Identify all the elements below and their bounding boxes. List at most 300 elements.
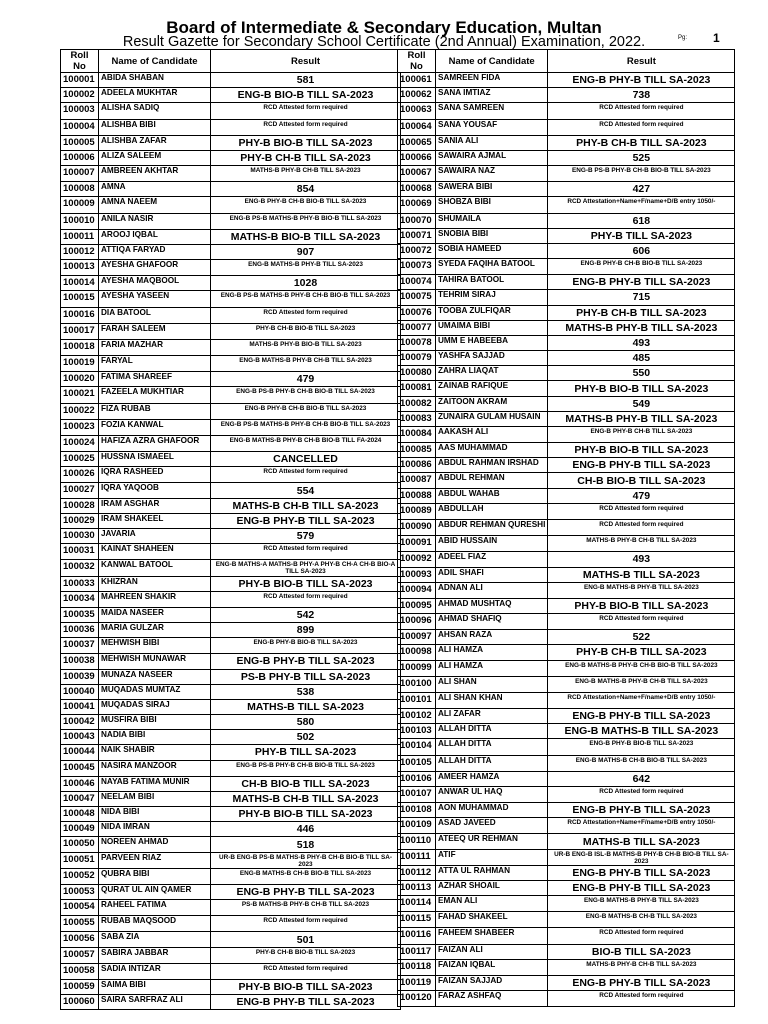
roll-no-cell: 100075 [398, 290, 436, 305]
roll-no-cell: 100006 [61, 150, 99, 165]
candidate-name-cell: NIDA BIBI [99, 807, 211, 822]
roll-no-cell: 100014 [61, 276, 99, 291]
roll-no-cell: 100065 [398, 135, 436, 150]
candidate-name-cell: AMEER HAMZA [436, 771, 548, 786]
roll-no-cell: 100015 [61, 291, 99, 307]
roll-no-cell: 100009 [61, 197, 99, 213]
table-row [398, 443, 735, 458]
candidate-name-cell: ABDUL REHMAN [436, 473, 548, 488]
candidate-name-cell: FAZEELA MUKHTIAR [99, 387, 211, 403]
roll-no-cell: 100010 [61, 213, 99, 229]
roll-no-cell: 100037 [61, 638, 99, 654]
table-row [61, 197, 401, 213]
result-cell: ENG-B PHY-B TILL SA-2023 [548, 865, 735, 880]
candidate-name-cell: FAHAD SHAKEEL [436, 912, 548, 928]
table-row [61, 576, 401, 591]
result-cell: RCD Attested form required [548, 786, 735, 802]
candidate-name-cell: ALI HAMZA [436, 645, 548, 660]
candidate-name-cell: SADIA INTIZAR [99, 963, 211, 979]
candidate-name-cell: SHOBZA BIBI [436, 197, 548, 213]
table-row [61, 591, 401, 607]
candidate-name-cell: AHSAN RAZA [436, 630, 548, 645]
roll-no-cell: 100024 [61, 435, 99, 451]
result-cell: MATHS-B PHY-B TILL SA-2023 [548, 411, 735, 426]
roll-no-cell: 100119 [398, 975, 436, 990]
candidate-name-cell: AAS MUHAMMAD [436, 443, 548, 458]
roll-no-cell: 100116 [398, 928, 436, 944]
table-row [61, 135, 401, 150]
candidate-name-cell: KHIZRAN [99, 576, 211, 591]
candidate-name-cell: KANWAL BATOOL [99, 560, 211, 576]
roll-no-cell: 100067 [398, 166, 436, 182]
result-cell: RCD Attested form required [211, 591, 401, 607]
result-cell: BIO-B TILL SA-2023 [548, 944, 735, 959]
candidate-name-cell: IRAM SHAKEEL [99, 513, 211, 528]
candidate-name-cell: AYESHA GHAFOOR [99, 260, 211, 276]
candidate-name-cell: AROOJ IQBAL [99, 229, 211, 244]
result-cell: RCD Attested form required [211, 916, 401, 932]
candidate-name-cell: HUSSNA ISMAEEL [99, 452, 211, 467]
candidate-name-cell: ABIDA SHABAN [99, 73, 211, 88]
roll-no-cell: 100061 [398, 73, 436, 88]
table-row [61, 467, 401, 483]
result-cell: ENG-B MATHS-B PHY-B CH-B TILL SA-2023 [211, 356, 401, 372]
roll-no-cell: 100108 [398, 803, 436, 818]
result-cell: MATHS-B TILL SA-2023 [548, 834, 735, 849]
table-row [61, 791, 401, 806]
roll-no-cell: 100054 [61, 900, 99, 916]
candidate-name-cell: ALLAH DITTA [436, 755, 548, 771]
result-cell: 502 [211, 730, 401, 745]
result-cell: ENG-B MATHS-A MATHS-B PHY-A PHY-B CH-A CH-B BIO-A TILL SA-2023 [211, 560, 401, 576]
result-cell: ENG-B MATHS-B PHY-B CH-B BIO-B TILL FA-2024 [211, 435, 401, 451]
table-row [61, 244, 401, 259]
result-cell: 427 [548, 182, 735, 197]
result-cell: 606 [548, 243, 735, 258]
result-cell: ENG-B PS-B MATHS-B PHY-B CH-B BIO-B TILL SA-2023 [211, 419, 401, 435]
candidate-name-cell: NADIA BIBI [99, 730, 211, 745]
table-row [398, 849, 735, 865]
candidate-name-cell: ALIZA SALEEM [99, 150, 211, 165]
result-cell: PHY-B BIO-B TILL SA-2023 [548, 381, 735, 396]
result-cell: RCD Attested form required [548, 928, 735, 944]
table-row [61, 699, 401, 714]
candidate-name-cell: MUNAZA NASEER [99, 669, 211, 684]
table-row [61, 776, 401, 791]
candidate-name-cell: SAIMA BIBI [99, 979, 211, 994]
candidate-name-cell: KAINAT SHAHEEN [99, 544, 211, 560]
table-row [398, 320, 735, 335]
page-subtitle: Result Gazette for Secondary School Certificate (2nd Annual) Examination, 2022. [122, 34, 646, 50]
table-row [61, 182, 401, 197]
result-cell: MATHS-B PHY-B BIO-B TILL SA-2023 [211, 339, 401, 355]
table-row [398, 103, 735, 119]
result-cell: ENG-B PHY-B TILL SA-2023 [548, 880, 735, 895]
candidate-name-cell: SAWAIRA AJMAL [436, 150, 548, 165]
result-cell: MATHS-B CH-B TILL SA-2023 [211, 791, 401, 806]
roll-no-cell: 100051 [61, 852, 99, 868]
table-row [398, 503, 735, 519]
result-cell: PHY-B BIO-B TILL SA-2023 [211, 135, 401, 150]
roll-no-cell: 100064 [398, 119, 436, 135]
column-header-result: Result [211, 50, 401, 73]
candidate-name-cell: FAIZAN IQBAL [436, 959, 548, 975]
candidate-name-cell: ALISHBA ZAFAR [99, 135, 211, 150]
result-cell: ENG-B PHY-B TILL SA-2023 [548, 275, 735, 290]
table-row [398, 724, 735, 739]
result-cell: UR-B ENG-B PS-B MATHS-B PHY-B CH-B BIO-B TILL SA-2023 [211, 852, 401, 868]
table-row [61, 528, 401, 543]
result-cell: ENG-B PHY-B CH-B BIO-B TILL SA-2023 [211, 403, 401, 419]
table-row [398, 351, 735, 366]
candidate-name-cell: ADEEL FIAZ [436, 552, 548, 567]
table-row [398, 335, 735, 350]
candidate-name-cell: SANA YOUSAF [436, 119, 548, 135]
roll-no-cell: 100118 [398, 959, 436, 975]
table-row [398, 243, 735, 258]
table-row [61, 868, 401, 884]
candidate-name-cell: ANILA NASIR [99, 213, 211, 229]
result-cell: PHY-B BIO-B TILL SA-2023 [211, 807, 401, 822]
table-row [398, 488, 735, 503]
table-row [398, 959, 735, 975]
result-cell: ENG-B PS-B PHY-B CH-B BIO-B TILL SA-2023 [548, 166, 735, 182]
candidate-name-cell: QURAT UL AIN QAMER [99, 884, 211, 899]
table-row [61, 276, 401, 291]
result-cell: MATHS-B TILL SA-2023 [211, 699, 401, 714]
result-cell: PHY-B CH-B BIO-B TILL SA-2023 [211, 947, 401, 963]
result-cell: ENG-B MATHS-B PHY-B CH-B TILL SA-2023 [548, 676, 735, 692]
roll-no-cell: 100068 [398, 182, 436, 197]
candidate-name-cell: SAWERA BIBI [436, 182, 548, 197]
roll-no-cell: 100043 [61, 730, 99, 745]
table-row [398, 426, 735, 442]
roll-no-cell: 100031 [61, 544, 99, 560]
candidate-name-cell: FARAZ ASHFAQ [436, 991, 548, 1007]
roll-no-cell: 100019 [61, 356, 99, 372]
table-row [398, 381, 735, 396]
candidate-name-cell: FOZIA KANWAL [99, 419, 211, 435]
result-cell: ENG-B MATHS-B CH-B TILL SA-2023 [548, 912, 735, 928]
table-row [61, 419, 401, 435]
roll-no-cell: 100013 [61, 260, 99, 276]
candidate-name-cell: IQRA RASHEED [99, 467, 211, 483]
roll-no-cell: 100105 [398, 755, 436, 771]
roll-no-cell: 100081 [398, 381, 436, 396]
roll-no-cell: 100011 [61, 229, 99, 244]
result-cell: 715 [548, 290, 735, 305]
table-row [398, 228, 735, 243]
roll-no-cell: 100035 [61, 607, 99, 622]
table-row [61, 119, 401, 135]
candidate-name-cell: RAHEEL FATIMA [99, 900, 211, 916]
roll-no-cell: 100066 [398, 150, 436, 165]
result-cell: ENG-B PHY-B TILL SA-2023 [211, 995, 401, 1010]
column-header-name: Name of Candidate [436, 50, 548, 73]
roll-no-cell: 100047 [61, 791, 99, 806]
table-row [398, 182, 735, 197]
table-row [398, 197, 735, 213]
table-row [61, 513, 401, 528]
result-cell: 501 [211, 932, 401, 947]
table-row [61, 483, 401, 498]
roll-no-cell: 100083 [398, 411, 436, 426]
table-row [398, 975, 735, 990]
candidate-name-cell: SNOBIA BIBI [436, 228, 548, 243]
result-cell: RCD Attested form required [548, 614, 735, 630]
table-row [398, 739, 735, 755]
result-cell: 550 [548, 366, 735, 381]
candidate-name-cell: ANWAR UL HAQ [436, 786, 548, 802]
result-cell: ENG-B PHY-B CH-B BIO-B TILL SA-2023 [548, 259, 735, 275]
candidate-name-cell: UMM E HABEEBA [436, 335, 548, 350]
candidate-name-cell: SYEDA FAQIHA BATOOL [436, 259, 548, 275]
result-cell: PHY-B CH-B TILL SA-2023 [211, 150, 401, 165]
table-row [61, 260, 401, 276]
table-row [398, 536, 735, 552]
result-cell: 485 [548, 351, 735, 366]
roll-no-cell: 100084 [398, 426, 436, 442]
table-row [398, 645, 735, 660]
table-row [61, 150, 401, 165]
table-row [61, 932, 401, 947]
result-cell: CANCELLED [211, 452, 401, 467]
table-row [61, 715, 401, 730]
candidate-name-cell: NEELAM BIBI [99, 791, 211, 806]
table-row [61, 291, 401, 307]
result-cell: ENG-B PS-B MATHS-B PHY-B BIO-B TILL SA-2023 [211, 213, 401, 229]
candidate-name-cell: ALI SHAN KHAN [436, 692, 548, 708]
candidate-name-cell: ZAHRA LIAQAT [436, 366, 548, 381]
table-row [398, 259, 735, 275]
roll-no-cell: 100032 [61, 560, 99, 576]
roll-no-cell: 100059 [61, 979, 99, 994]
results-table-left [60, 49, 401, 1010]
candidate-name-cell: AHMAD SHAFIQ [436, 614, 548, 630]
roll-no-cell: 100003 [61, 103, 99, 119]
table-row [61, 560, 401, 576]
result-cell: ENG-B MATHS-B PHY-B TILL SA-2023 [548, 582, 735, 598]
roll-no-cell: 100044 [61, 745, 99, 760]
candidate-name-cell: ZAINAB RAFIQUE [436, 381, 548, 396]
table-row [61, 452, 401, 467]
result-cell: RCD Attestation+Name+F/name+D/B entry 1050/- [548, 818, 735, 834]
roll-no-cell: 100117 [398, 944, 436, 959]
result-cell: RCD Attested form required [548, 503, 735, 519]
table-header-row [61, 50, 401, 73]
candidate-name-cell: ALISHBA BIBI [99, 119, 211, 135]
candidate-name-cell: ABDUR REHMAN QURESHI [436, 519, 548, 535]
candidate-name-cell: PARVEEN RIAZ [99, 852, 211, 868]
result-cell: MATHS-B TILL SA-2023 [548, 567, 735, 582]
candidate-name-cell: MUSFIRA BIBI [99, 715, 211, 730]
roll-no-cell: 100040 [61, 684, 99, 699]
result-cell: PS-B PHY-B TILL SA-2023 [211, 669, 401, 684]
roll-no-cell: 100076 [398, 305, 436, 320]
table-row [61, 947, 401, 963]
result-cell: RCD Attested form required [211, 467, 401, 483]
candidate-name-cell: AMNA NAEEM [99, 197, 211, 213]
candidate-name-cell: ALISHA SADIQ [99, 103, 211, 119]
table-row [398, 88, 735, 103]
table-row [398, 912, 735, 928]
result-cell: ENG-B PHY-B TILL SA-2023 [548, 803, 735, 818]
candidate-name-cell: JAVARIA [99, 528, 211, 543]
table-row [61, 435, 401, 451]
roll-no-cell: 100039 [61, 669, 99, 684]
result-cell: 479 [548, 488, 735, 503]
result-cell: ENG-B BIO-B TILL SA-2023 [211, 88, 401, 103]
table-row [61, 807, 401, 822]
roll-no-cell: 100114 [398, 896, 436, 912]
roll-no-cell: 100087 [398, 473, 436, 488]
table-row [61, 995, 401, 1010]
result-cell: 493 [548, 335, 735, 350]
table-row [398, 692, 735, 708]
roll-no-cell: 100056 [61, 932, 99, 947]
table-row [61, 229, 401, 244]
roll-no-cell: 100052 [61, 868, 99, 884]
table-row [61, 884, 401, 899]
candidate-name-cell: DIA BATOOL [99, 307, 211, 323]
result-cell: 522 [548, 630, 735, 645]
table-row [61, 387, 401, 403]
result-cell: MATHS-B PHY-B CH-B TILL SA-2023 [211, 166, 401, 182]
candidate-name-cell: ALLAH DITTA [436, 724, 548, 739]
candidate-name-cell: FATIMA SHAREEF [99, 372, 211, 387]
roll-no-cell: 100090 [398, 519, 436, 535]
table-row [61, 963, 401, 979]
candidate-name-cell: NAIK SHABIR [99, 745, 211, 760]
page-title: Board of Intermediate & Secondary Education, Multan [166, 18, 602, 37]
table-row [61, 213, 401, 229]
roll-no-cell: 100025 [61, 452, 99, 467]
result-cell: 479 [211, 372, 401, 387]
roll-no-cell: 100070 [398, 213, 436, 228]
roll-no-cell: 100049 [61, 822, 99, 837]
result-cell: PHY-B CH-B TILL SA-2023 [548, 645, 735, 660]
candidate-name-cell: SAWAIRA NAZ [436, 166, 548, 182]
table-row [398, 290, 735, 305]
result-cell: ENG-B MATHS-B CH-B BIO-B TILL SA-2023 [548, 755, 735, 771]
result-cell: RCD Attestation+Name+F/name+D/B entry 1050/- [548, 692, 735, 708]
candidate-name-cell: AYESHA YASEEN [99, 291, 211, 307]
roll-no-cell: 100041 [61, 699, 99, 714]
result-cell: PHY-B TILL SA-2023 [548, 228, 735, 243]
roll-no-cell: 100058 [61, 963, 99, 979]
candidate-name-cell: AZHAR SHOAIL [436, 880, 548, 895]
roll-no-cell: 100042 [61, 715, 99, 730]
table-row [398, 135, 735, 150]
roll-no-cell: 100113 [398, 880, 436, 895]
result-cell: 554 [211, 483, 401, 498]
candidate-name-cell: SANA SAMREEN [436, 103, 548, 119]
roll-no-cell: 100057 [61, 947, 99, 963]
candidate-name-cell: FARYAL [99, 356, 211, 372]
candidate-name-cell: AYESHA MAQBOOL [99, 276, 211, 291]
roll-no-cell: 100103 [398, 724, 436, 739]
roll-no-cell: 100098 [398, 645, 436, 660]
table-row [398, 660, 735, 676]
result-cell: ENG-B PHY-B TILL SA-2023 [211, 884, 401, 899]
result-cell: UR-B ENG-B ISL-B MATHS-B PHY-B CH-B BIO-B TILL SA-2023 [548, 849, 735, 865]
candidate-name-cell: TEHRIM SIRAJ [436, 290, 548, 305]
roll-no-cell: 100101 [398, 692, 436, 708]
roll-no-cell: 100023 [61, 419, 99, 435]
column-header-name: Name of Candidate [99, 50, 211, 73]
candidate-name-cell: EMAN ALI [436, 896, 548, 912]
result-cell: 493 [548, 552, 735, 567]
roll-no-cell: 100046 [61, 776, 99, 791]
table-row [398, 755, 735, 771]
candidate-name-cell: ABID HUSSAIN [436, 536, 548, 552]
candidate-name-cell: FARAH SALEEM [99, 323, 211, 339]
result-cell: 618 [548, 213, 735, 228]
roll-no-cell: 100120 [398, 991, 436, 1007]
roll-no-cell: 100071 [398, 228, 436, 243]
table-row [61, 403, 401, 419]
result-cell: CH-B BIO-B TILL SA-2023 [548, 473, 735, 488]
result-cell: ENG-B PHY-B BIO-B TILL SA-2023 [548, 739, 735, 755]
table-row [61, 979, 401, 994]
roll-no-cell: 100110 [398, 834, 436, 849]
roll-no-cell: 100004 [61, 119, 99, 135]
result-cell: ENG-B PHY-B TILL SA-2023 [548, 975, 735, 990]
roll-no-cell: 100095 [398, 598, 436, 613]
left-table-body [61, 73, 401, 1010]
right-table-body [398, 73, 735, 1007]
result-cell: ENG-B PHY-B BIO-B TILL SA-2023 [211, 638, 401, 654]
result-cell: 518 [211, 837, 401, 852]
roll-no-cell: 100062 [398, 88, 436, 103]
candidate-name-cell: QUBRA BIBI [99, 868, 211, 884]
column-header-roll-no: Roll No [61, 50, 99, 73]
roll-no-cell: 100086 [398, 458, 436, 473]
candidate-name-cell: NASIRA MANZOOR [99, 760, 211, 776]
table-row [398, 880, 735, 895]
result-cell: ENG-B MATHS-B PHY-B TILL SA-2023 [211, 260, 401, 276]
result-cell: PHY-B BIO-B TILL SA-2023 [211, 576, 401, 591]
candidate-name-cell: SANA IMTIAZ [436, 88, 548, 103]
candidate-name-cell: RUBAB MAQSOOD [99, 916, 211, 932]
result-cell: ENG-B PHY-B CH-B BIO-B TILL SA-2023 [211, 197, 401, 213]
roll-no-cell: 100074 [398, 275, 436, 290]
result-cell: RCD Attested form required [211, 103, 401, 119]
result-cell: 738 [548, 88, 735, 103]
table-row [398, 166, 735, 182]
table-row [398, 896, 735, 912]
roll-no-cell: 100102 [398, 709, 436, 724]
candidate-name-cell: AON MUHAMMAD [436, 803, 548, 818]
candidate-name-cell: FAIZAN ALI [436, 944, 548, 959]
roll-no-cell: 100094 [398, 582, 436, 598]
result-cell: RCD Attested form required [548, 103, 735, 119]
candidate-name-cell: NIDA IMRAN [99, 822, 211, 837]
table-row [61, 916, 401, 932]
table-row [61, 638, 401, 654]
roll-no-cell: 100078 [398, 335, 436, 350]
table-row [398, 275, 735, 290]
roll-no-cell: 100030 [61, 528, 99, 543]
result-cell: RCD Attested form required [548, 119, 735, 135]
roll-no-cell: 100099 [398, 660, 436, 676]
candidate-name-cell: ZAITOON AKRAM [436, 396, 548, 411]
candidate-name-cell: TOOBA ZULFIQAR [436, 305, 548, 320]
table-row [61, 73, 401, 88]
roll-no-cell: 100012 [61, 244, 99, 259]
roll-no-cell: 100016 [61, 307, 99, 323]
candidate-name-cell: ABDUL WAHAB [436, 488, 548, 503]
